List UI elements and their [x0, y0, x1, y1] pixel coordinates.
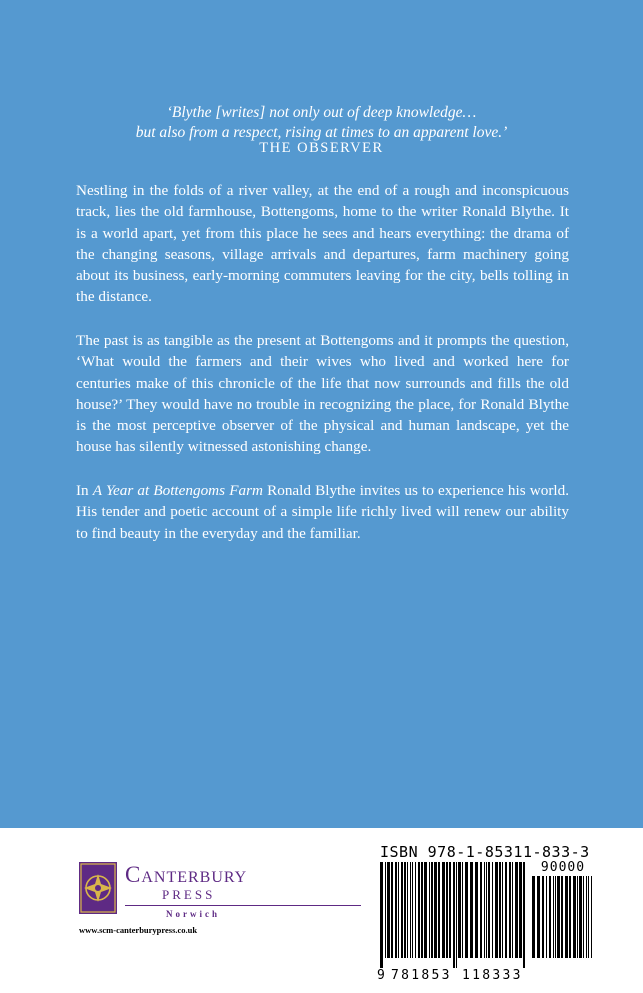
- blurb-paragraph-3-rest: Ronald Blythe invites us to experience his world. His tender and poetic account of a simple life richly lived will renew our ability to find beauty in the everyday and the familiar.: [76, 482, 569, 542]
- barcode-bar: [434, 862, 437, 958]
- barcode-bar: [569, 876, 571, 958]
- review-quote-line-2: but also from a respect, rising at times to an apparent love.’: [135, 124, 508, 141]
- barcode-bar: [579, 876, 582, 958]
- barcode-bar: [565, 876, 568, 958]
- blurb-paragraph-3: [76, 480, 569, 544]
- barcode-bar: [484, 862, 485, 958]
- barcode-bar: [512, 862, 513, 958]
- barcode-bar: [453, 862, 455, 968]
- barcode-bar: [555, 876, 556, 958]
- barcode-bar: [421, 862, 423, 958]
- barcode-bar: [395, 862, 397, 958]
- barcode-bar: [495, 862, 498, 958]
- publisher-logo-icon: [79, 862, 117, 914]
- review-quote-line-1: ‘Blythe [writes] not only out of deep knowledge…: [166, 104, 477, 121]
- barcode-bar: [492, 862, 493, 958]
- barcode-bar: [488, 862, 490, 958]
- publisher-name: Canterbury: [125, 862, 248, 887]
- barcode-bar: [401, 862, 403, 958]
- barcode-addon-digits: 90000: [540, 860, 586, 875]
- barcode-bar: [391, 862, 393, 958]
- barcode-bar: [456, 862, 457, 968]
- barcode-bar: [407, 862, 408, 958]
- barcode-first-digit: 9: [377, 968, 385, 983]
- barcode-bar: [415, 862, 416, 958]
- barcode-bar: [404, 862, 406, 958]
- barcode-bar: [424, 862, 427, 958]
- barcode-bar: [410, 862, 411, 958]
- barcode-bar: [537, 876, 540, 958]
- publisher-press: PRESS: [162, 887, 216, 902]
- barcode-bar: [438, 862, 440, 958]
- barcode-bar: [499, 862, 501, 958]
- barcode-bar: [429, 862, 430, 958]
- barcode-bar: [480, 862, 482, 958]
- blurb-paragraph-1: Nestling in the folds of a river valley, at the end of a rough and inconspicuous track, lies the old farmhouse, Bottengoms, home to the writer Ronald Blythe. It is a world apart, yet from this place he sees and hears everything: the drama of the changing seasons, village arrivals and departures, farm machinery going about its business, early-morning commuters leaving for the city, bells tolling in the distance.: [76, 182, 569, 306]
- barcode-bar: [583, 876, 584, 958]
- publisher-divider: [125, 905, 361, 906]
- barcode-bar: [509, 862, 511, 958]
- barcode-bar: [398, 862, 399, 958]
- barcode-bar: [557, 876, 560, 958]
- barcode-bar: [573, 876, 576, 958]
- barcode-bar: [418, 862, 420, 958]
- barcode-right-group: 118333: [462, 968, 523, 983]
- blurb-paragraph-2: The past is as tangible as the present at Bottengoms and it prompts the question, ‘What would the farmers and their wives who lived and worked here for centuries make of this chronicle of the life that now surrounds and fills the old house?’ They would have no trouble in recognizing the place, for Ronald Blythe is the most perceptive observer of the physical and human landscape, yet the house has silently witnessed astonishing change.: [76, 332, 569, 456]
- barcode-bar: [523, 862, 525, 968]
- barcode-bar: [515, 862, 518, 958]
- barcode-bar: [561, 876, 563, 958]
- publisher-city: Norwich: [166, 909, 220, 919]
- barcode-left-group: 781853: [391, 968, 452, 983]
- review-source: THE OBSERVER: [259, 140, 384, 156]
- review-quote: [0, 103, 643, 143]
- barcode-bar: [446, 862, 448, 958]
- barcode-bar: [588, 876, 589, 958]
- isbn-barcode: [380, 862, 528, 968]
- barcode-bar: [519, 862, 522, 958]
- barcode-bar: [586, 876, 587, 958]
- barcode-bar: [465, 862, 468, 958]
- barcode-bar: [442, 862, 445, 958]
- barcode-bar: [553, 876, 554, 958]
- barcode-bar: [449, 862, 451, 958]
- barcode-bar: [387, 862, 390, 958]
- barcode-bar: [549, 876, 551, 958]
- barcode-bar: [486, 862, 487, 958]
- blurb-paragraph-3-intro: In: [76, 482, 93, 499]
- barcode-bar: [502, 862, 503, 958]
- barcode-bar: [385, 862, 386, 958]
- barcode-bar: [546, 876, 547, 958]
- isbn-label: ISBN 978-1-85311-833-3: [380, 843, 590, 861]
- barcode-bar: [412, 862, 413, 958]
- barcode-bar: [380, 862, 383, 968]
- barcode-bar: [532, 876, 535, 958]
- barcode-bar: [470, 862, 473, 958]
- barcode-bar: [577, 876, 578, 958]
- book-title: A Year at Bottengoms Farm: [92, 482, 263, 499]
- barcode-bar: [505, 862, 507, 958]
- barcode-bar: [542, 876, 544, 958]
- cross-emblem-icon: [79, 862, 117, 914]
- publisher-url: www.scm-canterburypress.co.uk: [79, 925, 198, 935]
- barcode-bar: [431, 862, 433, 958]
- barcode-bar: [591, 876, 592, 958]
- price-addon-barcode: [532, 876, 594, 968]
- barcode-bar: [475, 862, 478, 958]
- barcode-bar: [462, 862, 463, 958]
- barcode-bar: [458, 862, 461, 958]
